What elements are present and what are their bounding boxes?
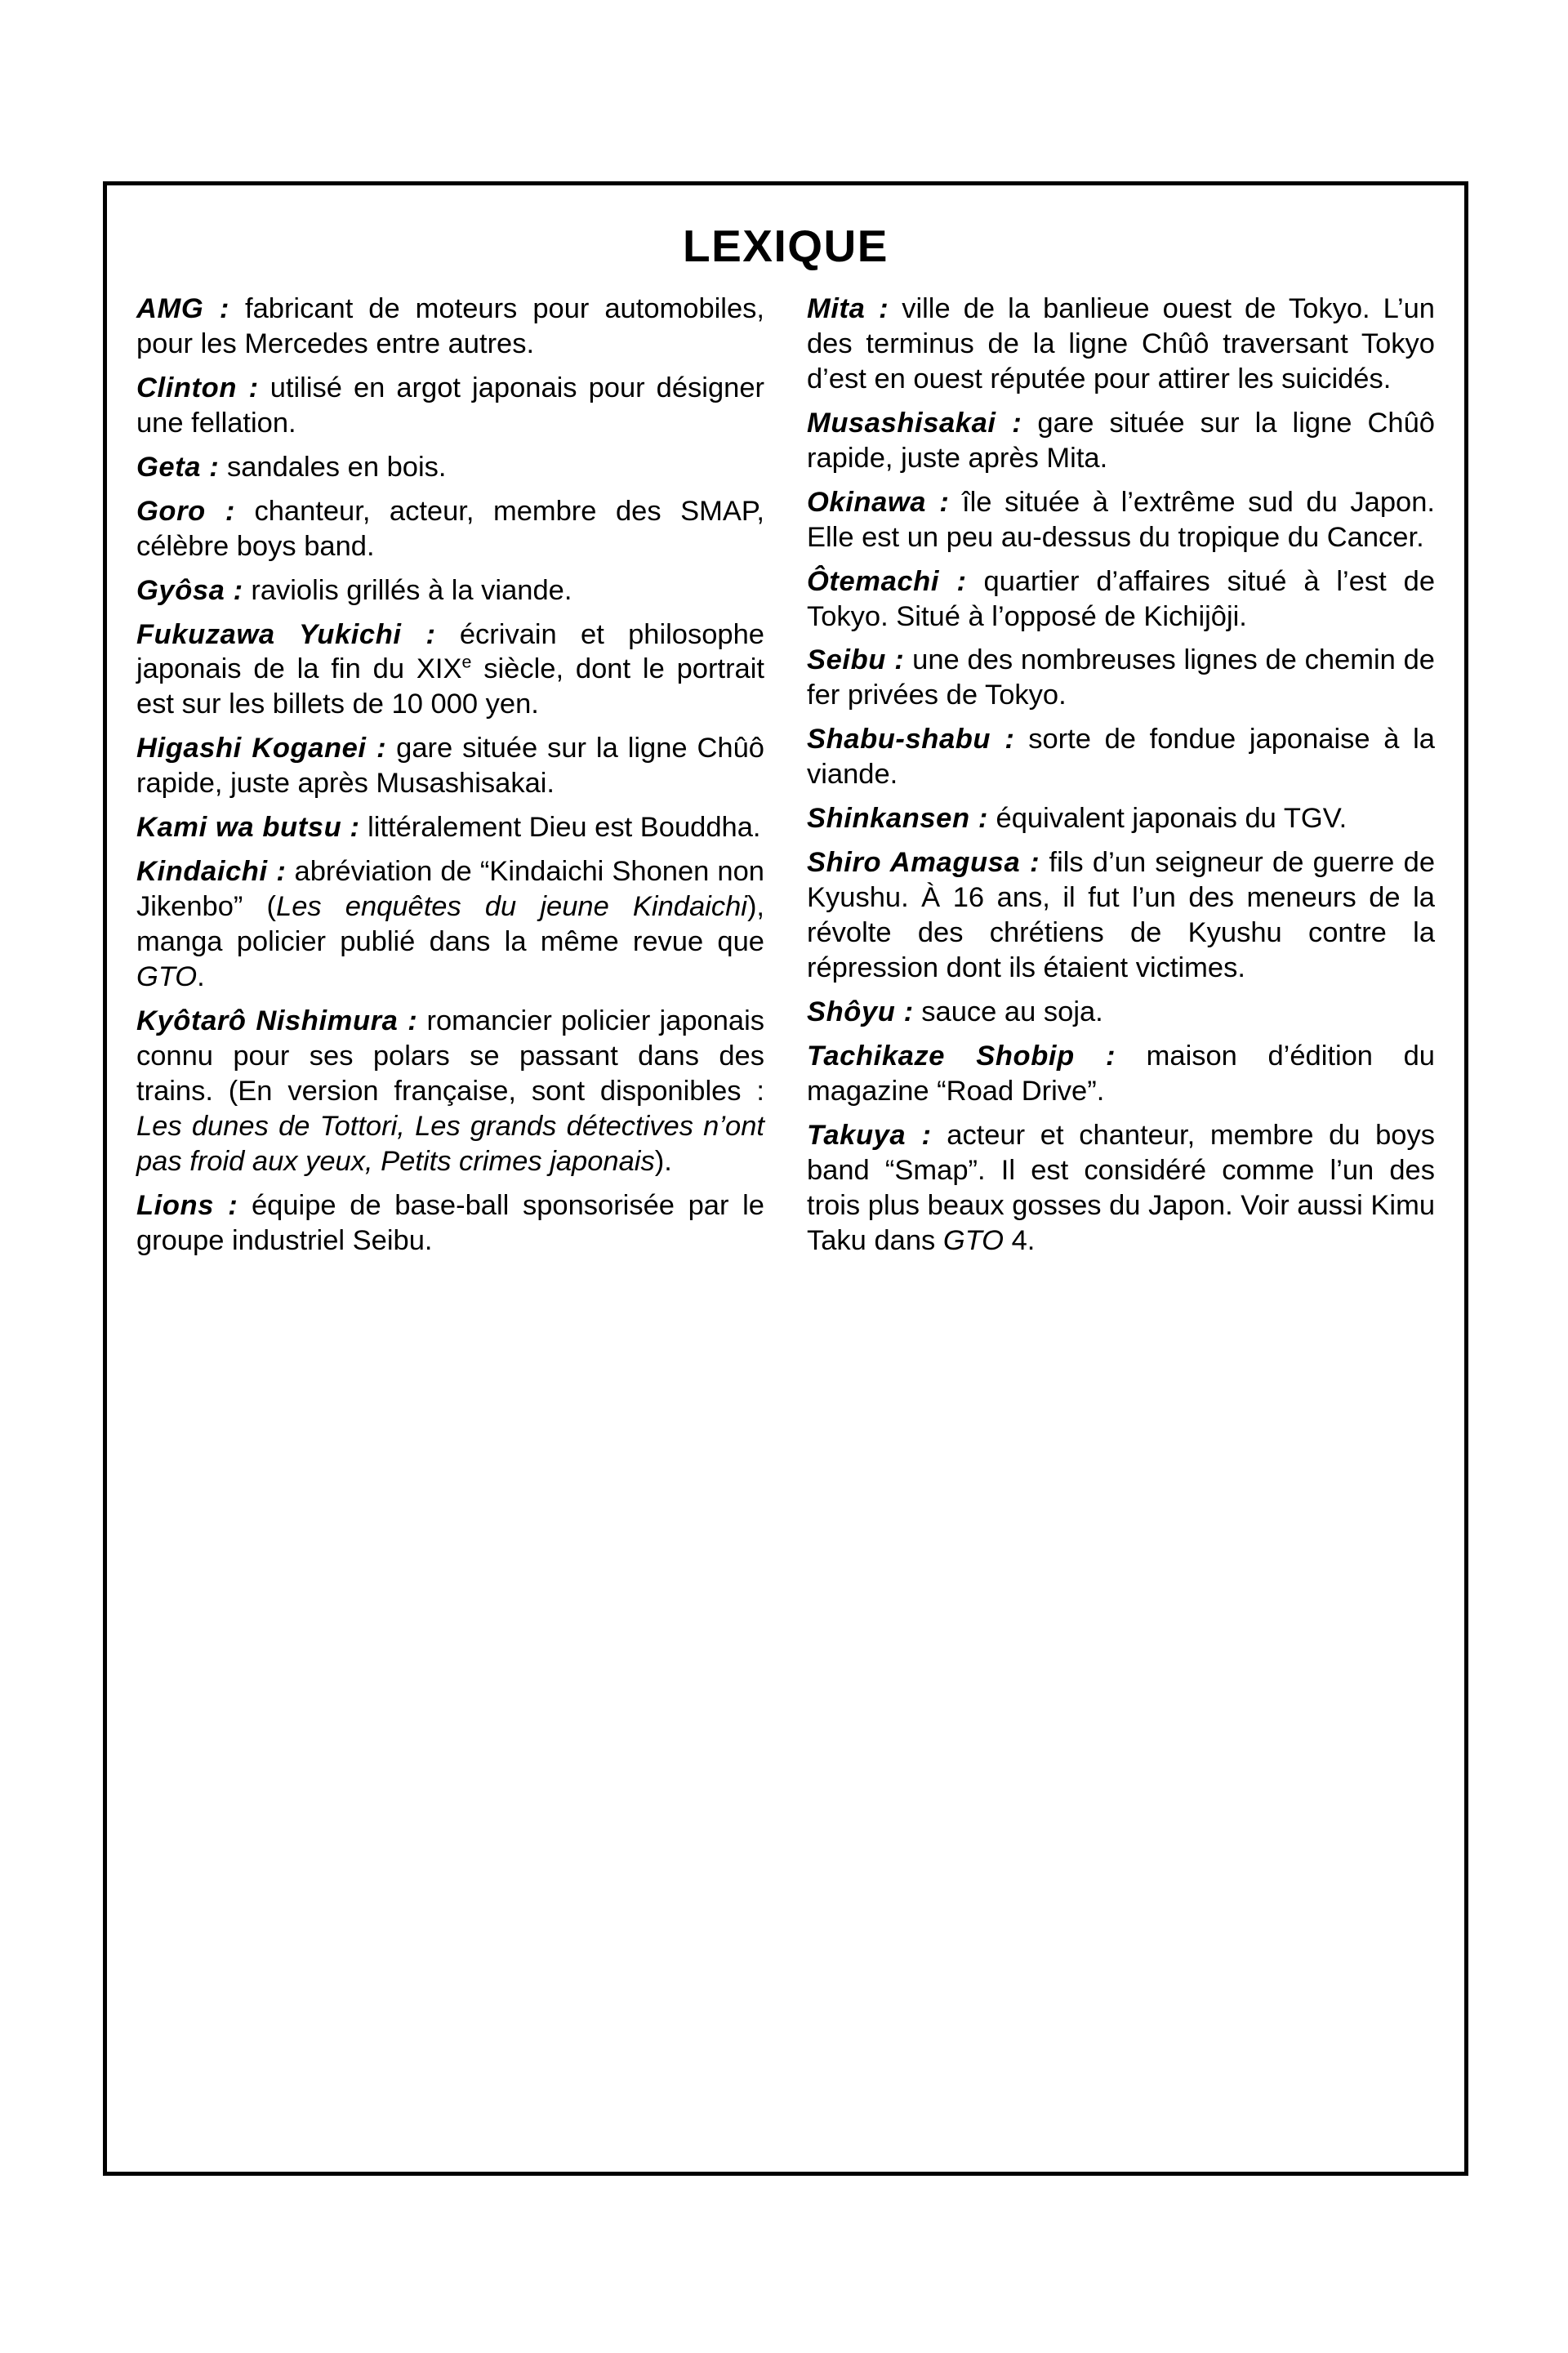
glossary-definition: fabricant de moteurs pour automobiles, pour les Mercedes entre autres.: [136, 293, 764, 359]
glossary-term: Lions :: [136, 1189, 238, 1221]
glossary-entry: [136, 854, 764, 995]
glossary-term: Musashisakai :: [807, 407, 1022, 439]
glossary-definition: abréviation de “Kindaichi Shonen non Jikenbo” (Les enquêtes du jeune Kindaichi), manga policier publié dans la même revue que GTO.: [136, 856, 765, 992]
glossary-term: Mita :: [807, 293, 889, 324]
glossary-term: Shabu-shabu :: [807, 724, 1015, 755]
glossary-definition: gare située sur la ligne Chûô rapide, juste après Mita.: [807, 407, 1435, 474]
glossary-entry: [807, 722, 1435, 792]
glossary-term: Goro :: [136, 495, 235, 527]
glossary-definition: maison d’édition du magazine “Road Drive”.: [807, 1040, 1435, 1107]
glossary-term: Ôtemachi :: [807, 565, 967, 597]
work-title: Les dunes de Tottori, Les grands détectives n’ont pas froid aux yeux, Petits crimes japonais: [136, 1110, 764, 1177]
glossary-term: Higashi Koganei :: [136, 733, 387, 764]
glossary-entry: [807, 1118, 1435, 1259]
glossary-entry: [807, 643, 1435, 713]
glossary-entry: [136, 573, 764, 608]
glossary-term: Shôyu :: [807, 996, 914, 1027]
glossary-entry: [807, 995, 1435, 1030]
glossary-entry: [807, 801, 1435, 836]
glossary-term: Shinkansen :: [807, 803, 988, 835]
glossary-term: AMG :: [136, 293, 229, 324]
glossary-definition: équivalent japonais du TGV.: [987, 803, 1348, 835]
glossary-definition: chanteur, acteur, membre des SMAP, célèbre boys band.: [136, 495, 764, 562]
work-title: GTO: [942, 1224, 1004, 1256]
glossary-term: Seibu :: [807, 644, 905, 676]
glossary-definition: fils d’un seigneur de guerre de Kyushu. À 16 ans, il fut l’un des meneurs de la révolte des chrétiens de Kyushu contre la répression dont ils étaient victimes.: [807, 847, 1436, 983]
ordinal-superscript: e: [461, 652, 472, 672]
glossary-definition: sorte de fondue japonaise à la viande.: [807, 724, 1435, 791]
glossary-definition: quartier d’affaires situé à l’est de Tokyo. Situé à l’opposé de Kichijôji.: [807, 565, 1436, 632]
glossary-definition: sauce au soja.: [913, 996, 1103, 1027]
glossary-definition: utilisé en argot japonais pour désigner une fellation.: [136, 372, 764, 439]
glossary-definition: écrivain et philosophe japonais de la fin du XIXe siècle, dont le portrait est sur les billets de 10 000 yen.: [136, 618, 764, 720]
glossary-definition: romancier policier japonais connu pour ses polars se passant dans des trains. (En version française, sont disponibles : Les dunes de Tottori, Les grands détectives n’ont pas froid aux yeux, Petits crimes japonais).: [136, 1005, 764, 1177]
glossary-definition: acteur et chanteur, membre du boys band “Smap”. Il est considéré comme l’un des trois plus beaux gosses du Japon. Voir aussi Kimu Taku dans GTO 4.: [807, 1119, 1436, 1256]
work-title: Les enquêtes du jeune Kindaichi: [276, 891, 747, 923]
glossary-definition: une des nombreuses lignes de chemin de fer privées de Tokyo.: [807, 644, 1435, 711]
glossary-term: Clinton :: [136, 372, 259, 403]
glossary-entry: [807, 406, 1435, 476]
glossary-entry: [136, 371, 764, 441]
page-title: LEXIQUE: [683, 221, 889, 271]
glossary-term: Okinawa :: [807, 486, 950, 518]
glossary-term: Geta :: [136, 451, 220, 483]
glossary-entry: [136, 450, 764, 485]
glossary-term: Kindaichi :: [136, 856, 287, 888]
glossary-term: Kyôtarô Nishimura :: [136, 1005, 418, 1036]
glossary-entry: [807, 1039, 1435, 1109]
glossary-definition: équipe de base-ball sponsorisée par le groupe industriel Seibu.: [136, 1189, 764, 1256]
glossary-term: Fukuzawa Yukichi :: [136, 618, 436, 650]
glossary-entry: [807, 485, 1435, 555]
glossary-entry: [136, 731, 764, 801]
lexicon-column-right: [807, 292, 1435, 1258]
glossary-term: Kami wa butsu :: [136, 812, 360, 844]
glossary-entry: [136, 810, 764, 845]
glossary-entry: [136, 292, 764, 362]
glossary-term: Tachikaze Shobip :: [807, 1040, 1116, 1072]
work-title: GTO: [136, 960, 198, 992]
glossary-term: Takuya :: [807, 1119, 932, 1151]
glossary-definition: littéralement Dieu est Bouddha.: [359, 812, 761, 844]
lexicon-columns: [107, 292, 1464, 1258]
glossary-definition: gare située sur la ligne Chûô rapide, juste après Musashisakai.: [136, 733, 764, 800]
glossary-entry: [136, 1188, 764, 1259]
glossary-definition: sandales en bois.: [219, 451, 447, 483]
glossary-definition: ville de la banlieue ouest de Tokyo. L’un des terminus de la ligne Chûô traversant Tokyo d’est en ouest réputée pour attirer les suicidés.: [807, 293, 1435, 394]
glossary-entry: [136, 1004, 764, 1179]
lexicon-frame: [103, 181, 1468, 2176]
glossary-entry: [807, 292, 1435, 397]
glossary-term: Shiro Amagusa :: [807, 847, 1040, 879]
lexicon-column-left: [136, 292, 764, 1258]
glossary-definition: île située à l’extrême sud du Japon. Elle est un peu au-dessus du tropique du Cancer.: [807, 486, 1435, 553]
glossary-definition: raviolis grillés à la viande.: [243, 574, 572, 606]
glossary-entry: [136, 494, 764, 564]
glossary-entry: [136, 617, 764, 723]
glossary-entry: [807, 564, 1435, 635]
glossary-entry: [807, 845, 1435, 986]
glossary-term: Gyôsa :: [136, 574, 243, 606]
